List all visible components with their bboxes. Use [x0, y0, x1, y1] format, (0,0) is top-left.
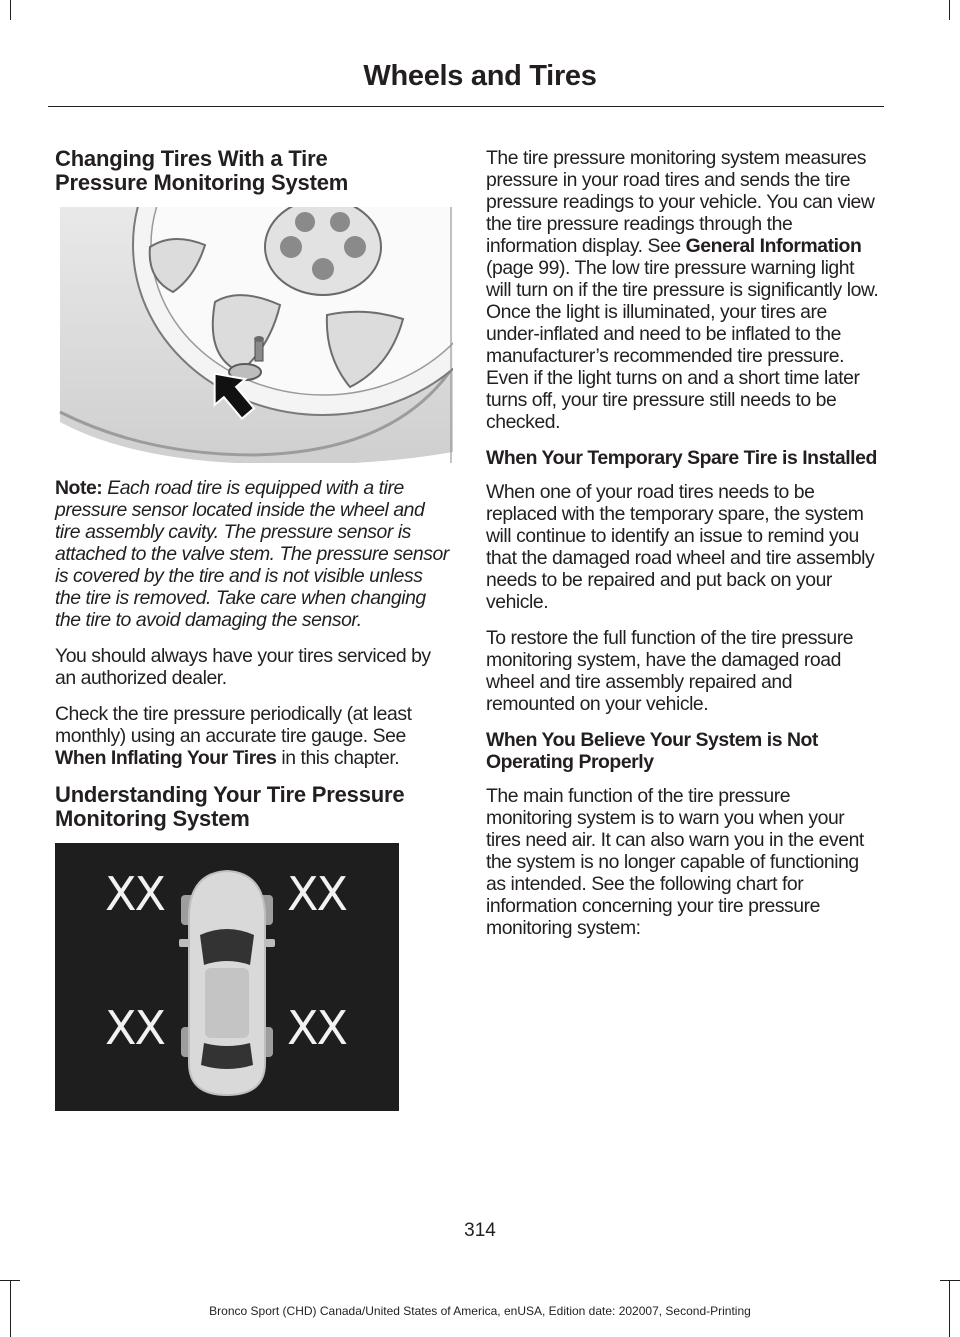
text: (page 99). The low tire pressure warning light will turn on if the tire pressure is significantly low. Once the light is illuminated, your tires are under-inflated and need to be inflated to the manufacturer’s recommended tire pressure. Even if the light turns on and a short time later turns off, your tire pressure still needs to be checked.	[486, 257, 879, 433]
front-right-pressure: XX	[287, 867, 347, 921]
crop-mark	[0, 1280, 20, 1281]
paragraph: To restore the full function of the tire pressure monitoring system, have the damaged road wheel and tire assembly repaired and remounted on your vehicle.	[486, 627, 854, 715]
paragraph: The main function of the tire pressure monitoring system is to warn you when your tires need air. It can also warn you in the event the system is no longer capable of functioning as intended. See the following chart for information concerning your tire pressure monitoring system:	[486, 785, 864, 939]
note	[55, 477, 450, 631]
wheel-valve-illustration	[55, 207, 453, 463]
paragraph: When one of your road tires needs to be replaced with the temporary spare, the system will continue to identify an issue to remind you that the damaged road wheel and tire assembly needs to be repaired and put back on your vehicle.	[486, 481, 875, 613]
note-text: Each road tire is equipped with a tire pressure sensor located inside the wheel and tire assembly cavity. The pressure sensor is attached to the valve stem. The pressure sensor is covered by the tire and is not visible unless the tire is removed. Take care when changing the tire to avoid damaging the sensor.	[55, 477, 449, 631]
cross-reference-link[interactable]: When Inflating Your Tires	[55, 747, 277, 769]
note-label: Note:	[55, 477, 103, 499]
subsection-heading: When Your Temporary Spare Tire is Installed	[486, 447, 877, 469]
section-heading: Understanding Your Tire Pressure Monitoring System	[55, 782, 405, 831]
text: Check the tire pressure periodically (at least monthly) using an accurate tire gauge. See	[55, 703, 412, 747]
left-column	[55, 147, 450, 1125]
front-left-pressure: XX	[105, 867, 165, 921]
paragraph	[55, 703, 450, 769]
footer-edition-text: Bronco Sport (CHD) Canada/United States of America, enUSA, Edition date: 202007, Second-Printing	[209, 1304, 751, 1318]
page-title: Wheels and Tires	[363, 60, 597, 92]
page-number: 314	[464, 1220, 496, 1241]
crop-mark	[949, 0, 950, 20]
cross-reference-link[interactable]: General Information	[685, 235, 862, 257]
text: in this chapter.	[276, 747, 400, 769]
section-heading: Changing Tires With a Tire Pressure Monitoring System	[55, 146, 349, 195]
subsection-heading: When You Believe Your System is Not Operating Properly	[486, 729, 818, 773]
crop-mark	[940, 1280, 960, 1281]
right-column	[486, 147, 881, 953]
header-divider	[48, 106, 884, 107]
rear-right-pressure: XX	[287, 1001, 347, 1055]
paragraph	[486, 147, 881, 433]
text: The tire pressure monitoring system measures pressure in your road tires and sends the tire pressure readings to your vehicle. You can view the tire pressure readings through the information display. See	[486, 147, 875, 257]
paragraph: You should always have your tires serviced by an authorized dealer.	[55, 645, 431, 689]
rear-left-pressure: XX	[105, 1001, 165, 1055]
tire-pressure-display-illustration	[55, 843, 399, 1111]
crop-mark	[10, 0, 11, 20]
